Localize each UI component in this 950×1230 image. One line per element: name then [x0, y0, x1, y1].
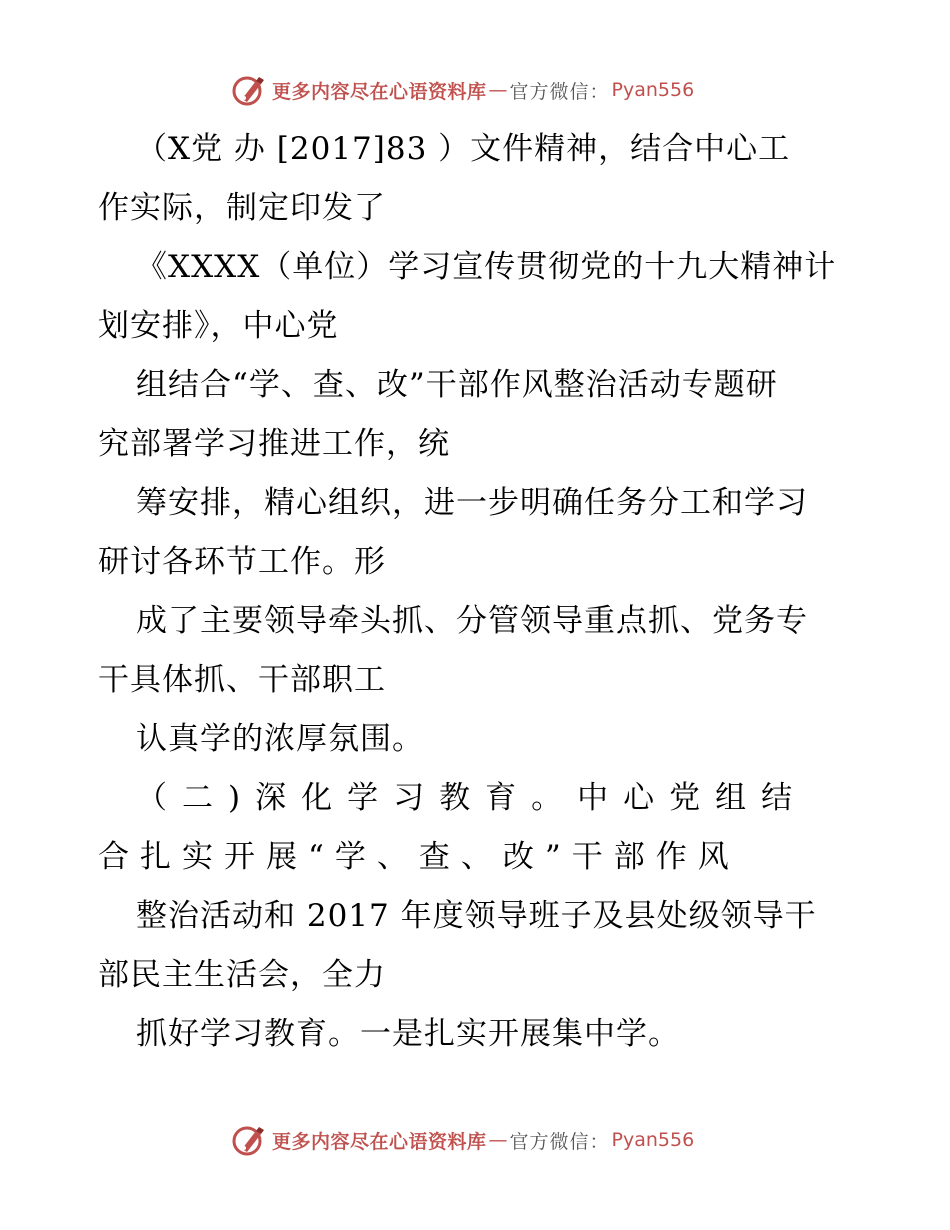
pen-logo-icon	[232, 1123, 266, 1157]
body-line: （X党 办 [2017]83 ）文件精神，结合中心工	[136, 131, 791, 167]
banner-wechat-id: Pyan556	[611, 1129, 695, 1151]
pen-logo-icon	[232, 73, 266, 107]
body-line: 干具体抓、干部职工	[98, 662, 386, 698]
banner-dash: —	[488, 1129, 508, 1151]
body-line: 整治活动和 2017 年度领导班子及县处级领导干	[136, 898, 817, 934]
body-line: 组结合“学、查、改”干部作风整治活动专题研	[136, 367, 778, 403]
body-line: 成了主要领导牵头抓、分管领导重点抓、党务专	[136, 603, 808, 639]
body-line: 究部署学习推进工作，统	[98, 426, 450, 462]
header-watermark-banner	[232, 72, 752, 108]
body-line: 合扎实开展“学、查、改”干部作风	[98, 839, 740, 875]
body-line: 抓好学习教育。一是扎实开展集中学。	[136, 1016, 680, 1052]
banner-main-text: 更多内容尽在心语资料库	[272, 1130, 487, 1153]
body-line: 作实际，制定印发了	[98, 190, 386, 226]
banner-main-text: 更多内容尽在心语资料库	[272, 80, 487, 103]
body-line: 划安排》，中心党	[98, 308, 339, 344]
banner-dash: —	[488, 79, 508, 101]
banner-wechat-label: 官方微信：	[509, 80, 610, 103]
body-line: 《XXXX（单位）学习宣传贯彻党的十九大精神计	[136, 249, 837, 285]
body-line: 部民主生活会，全力	[98, 957, 386, 993]
body-line: 研讨各环节工作。形	[98, 544, 386, 580]
banner-wechat-label: 官方微信：	[509, 1130, 610, 1153]
body-line: （二)深化学习教育。中心党组结	[136, 780, 808, 816]
footer-watermark-banner	[232, 1122, 752, 1158]
body-line: 筹安排，精心组织，进一步明确任务分工和学习	[136, 485, 808, 521]
banner-wechat-id: Pyan556	[611, 79, 695, 101]
body-line: 认真学的浓厚氛围。	[136, 721, 424, 757]
